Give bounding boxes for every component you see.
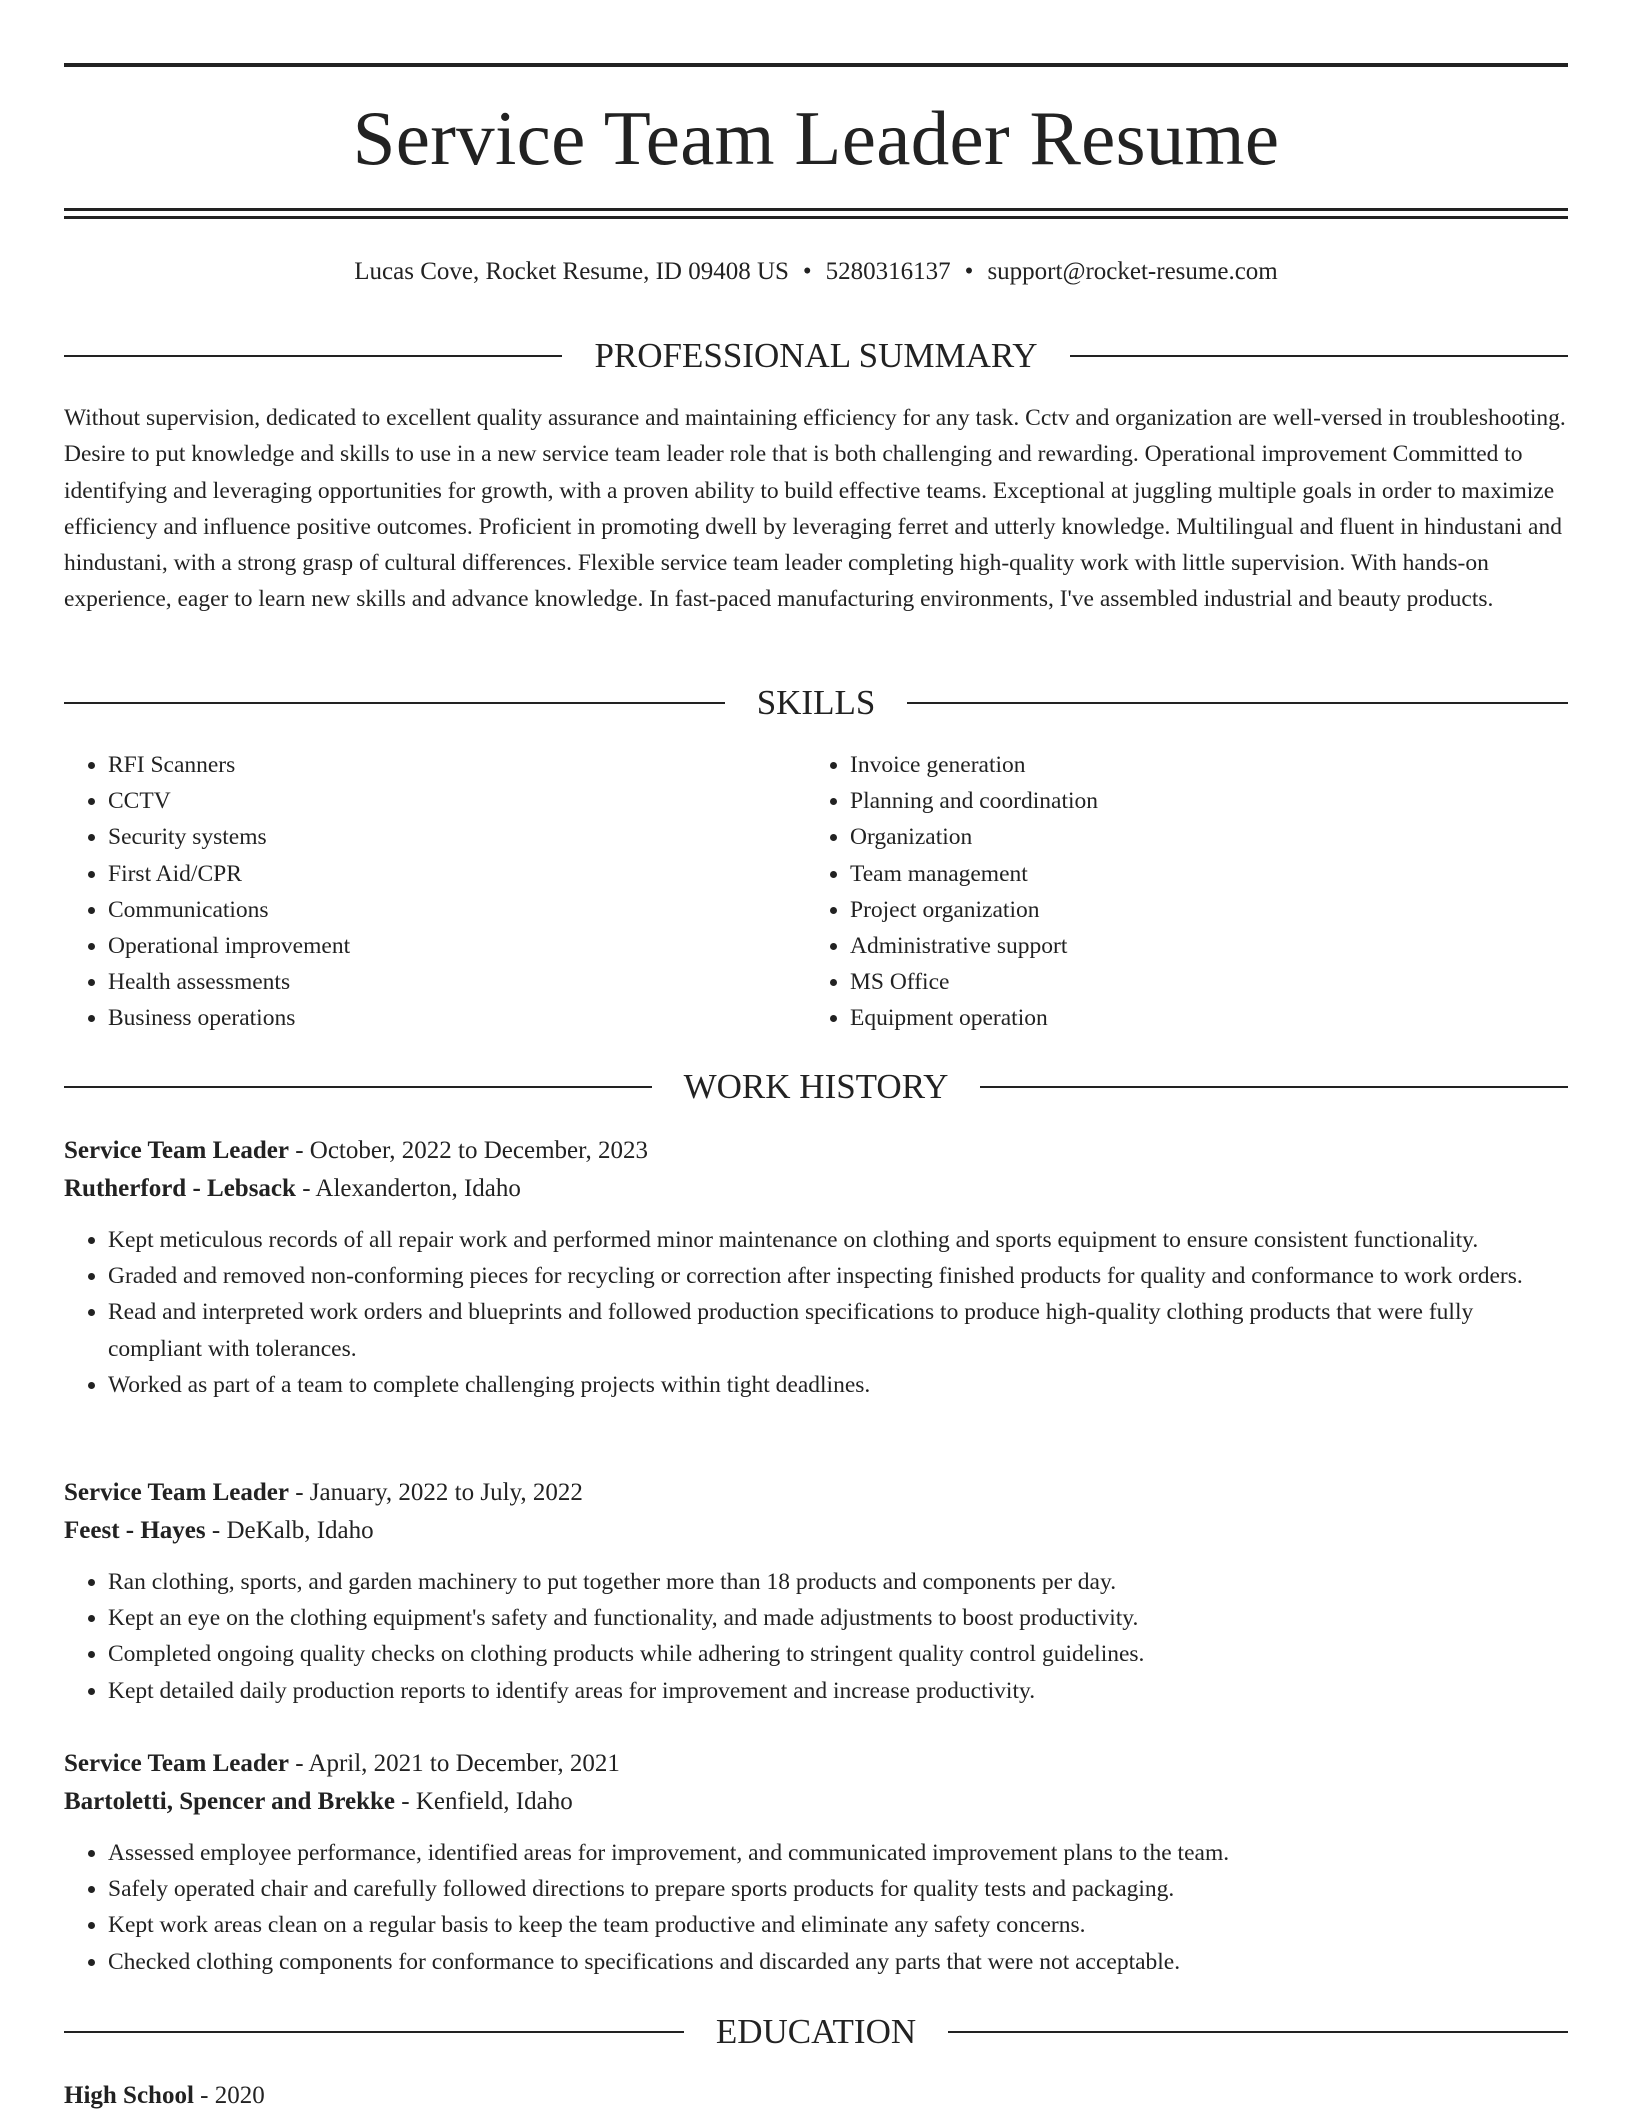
resume-title: Service Team Leader Resume — [352, 95, 1280, 181]
skill-item: • Administrative support — [850, 928, 1548, 964]
section-rule — [64, 355, 562, 357]
job-title: Service Team Leader — [64, 1137, 289, 1164]
job-location: - Kenfield, Idaho — [395, 1788, 573, 1815]
job-company: Bartoletti, Spencer and Brekke — [64, 1788, 396, 1815]
skill-item: • Health assessments — [108, 964, 806, 1000]
contact-line — [64, 254, 1568, 290]
job-bullet: • Completed ongoing quality checks on clothing products while adhering to stringent quality control guidelines. — [108, 1636, 1568, 1672]
job-location: - Alexanderton, Idaho — [295, 1175, 521, 1202]
job-entry — [64, 1745, 1568, 1980]
job-bullet: • Assessed employee performance, identified areas for improvement, and communicated improvement plans to the team. — [108, 1835, 1568, 1871]
title-rule-lower — [64, 216, 1568, 219]
job-company-line — [64, 1512, 1568, 1550]
job-bullet: • Read and interpreted work orders and blueprints and followed production specifications to produce high-quality clothing products that were fully compliant with tolerances. — [108, 1294, 1568, 1366]
section-rule — [64, 702, 725, 704]
job-location: - DeKalb, Idaho — [205, 1517, 374, 1544]
section-header-education — [64, 2012, 1568, 2052]
job-title-line — [64, 1132, 1568, 1170]
job-bullet: • Kept detailed daily production reports to identify areas for improvement and increase productivity. — [108, 1673, 1568, 1709]
section-title-education: EDUCATION — [715, 2012, 917, 2051]
contact-phone: 5280316137 — [825, 258, 951, 285]
job-bullet: • Kept meticulous records of all repair work and performed minor maintenance on clothing and sports equipment to ensure consistent functionality. — [108, 1222, 1568, 1258]
title-rule-upper — [64, 208, 1568, 211]
education-year: - 2020 — [193, 2082, 265, 2109]
skill-item: • Team management — [850, 856, 1548, 892]
section-rule — [1070, 355, 1568, 357]
job-bullet: • Worked as part of a team to complete challenging projects within tight deadlines. — [108, 1367, 1568, 1403]
section-header-skills — [64, 683, 1568, 723]
skill-item: • MS Office — [850, 964, 1548, 1000]
section-rule — [948, 2031, 1568, 2033]
skill-item: • Planning and coordination — [850, 783, 1548, 819]
job-bullet: • Ran clothing, sports, and garden machinery to put together more than 18 products and components per day. — [108, 1564, 1568, 1600]
job-dates: - October, 2022 to December, 2023 — [288, 1137, 648, 1164]
job-company-line — [64, 1170, 1568, 1208]
section-header-summary — [64, 336, 1568, 376]
contact-separator: • — [802, 258, 812, 285]
job-dates: - January, 2022 to July, 2022 — [288, 1479, 583, 1506]
skill-item: • Communications — [108, 892, 806, 928]
section-rule — [64, 1086, 652, 1088]
job-bullets — [64, 1835, 1568, 1980]
job-bullet: • Safely operated chair and carefully followed directions to prepare sports products for quality tests and packaging. — [108, 1871, 1568, 1907]
job-title: Service Team Leader — [64, 1750, 289, 1777]
section-header-work — [64, 1067, 1568, 1107]
skill-item: • CCTV — [108, 783, 806, 819]
section-rule — [980, 1086, 1568, 1088]
skill-item: • Organization — [850, 819, 1548, 855]
section-rule — [64, 2031, 684, 2033]
skills-column-right — [806, 747, 1548, 1037]
summary-text: Without supervision, dedicated to excellent quality assurance and maintaining efficiency for any task. Cctv and organization are well-versed in troubleshooting. Desire to put knowledge and skills to use in a new service team leader role that is both challenging and rewarding. Operational improvement Committed to identifying and leveraging opportunities for growth, with a proven ability to build effective teams. Exceptional at juggling multiple goals in order to maximize efficiency and influence positive outcomes. Proficient in promoting dwell by leveraging ferret and utterly knowledge. Multilingual and fluent in hindustani and hindustani, with a strong grasp of cultural differences. Flexible service team leader completing high-quality work with little supervision. With hands-on experience, eager to learn new skills and advance knowledge. In fast-paced manufacturing environments, I've assembled industrial and beauty products. — [64, 405, 1566, 613]
job-title-line — [64, 1474, 1568, 1512]
skill-item: • Security systems — [108, 819, 806, 855]
job-bullet: • Checked clothing components for conformance to specifications and discarded any parts that were not acceptable. — [108, 1944, 1568, 1980]
skill-item: • Project organization — [850, 892, 1548, 928]
skill-item: • Invoice generation — [850, 747, 1548, 783]
section-title-skills: SKILLS — [756, 683, 876, 722]
section-title-summary: PROFESSIONAL SUMMARY — [594, 336, 1038, 375]
section-title-work: WORK HISTORY — [683, 1067, 949, 1106]
job-bullets — [64, 1564, 1568, 1709]
skill-item: • First Aid/CPR — [108, 856, 806, 892]
job-company: Feest - Hayes — [64, 1517, 206, 1544]
job-company-line — [64, 1783, 1568, 1821]
contact-separator: • — [964, 258, 974, 285]
job-entry — [64, 1474, 1568, 1709]
skill-item: • Operational improvement — [108, 928, 806, 964]
education-degree: High School — [64, 2082, 194, 2109]
job-bullets — [64, 1222, 1568, 1403]
job-bullet: • Kept work areas clean on a regular basis to keep the team productive and eliminate any safety concerns. — [108, 1907, 1568, 1943]
skills-list — [64, 747, 1568, 1037]
skills-column-left — [64, 747, 806, 1037]
contact-address: Lucas Cove, Rocket Resume, ID 09408 US — [354, 258, 789, 285]
job-title: Service Team Leader — [64, 1479, 289, 1506]
job-title-line — [64, 1745, 1568, 1783]
job-dates: - April, 2021 to December, 2021 — [288, 1750, 620, 1777]
job-company: Rutherford - Lebsack — [64, 1175, 296, 1202]
job-bullet: • Graded and removed non-conforming pieces for recycling or correction after inspecting finished products for quality and conformance to work orders. — [108, 1258, 1568, 1294]
top-rule — [64, 63, 1568, 67]
education-entry — [64, 2077, 1568, 2115]
section-rule — [907, 702, 1568, 704]
skill-item: • RFI Scanners — [108, 747, 806, 783]
contact-email: support@rocket-resume.com — [987, 258, 1278, 285]
skill-item: • Business operations — [108, 1000, 806, 1036]
skill-item: • Equipment operation — [850, 1000, 1548, 1036]
job-entry — [64, 1132, 1568, 1403]
job-bullet: • Kept an eye on the clothing equipment's safety and functionality, and made adjustments to boost productivity. — [108, 1600, 1568, 1636]
